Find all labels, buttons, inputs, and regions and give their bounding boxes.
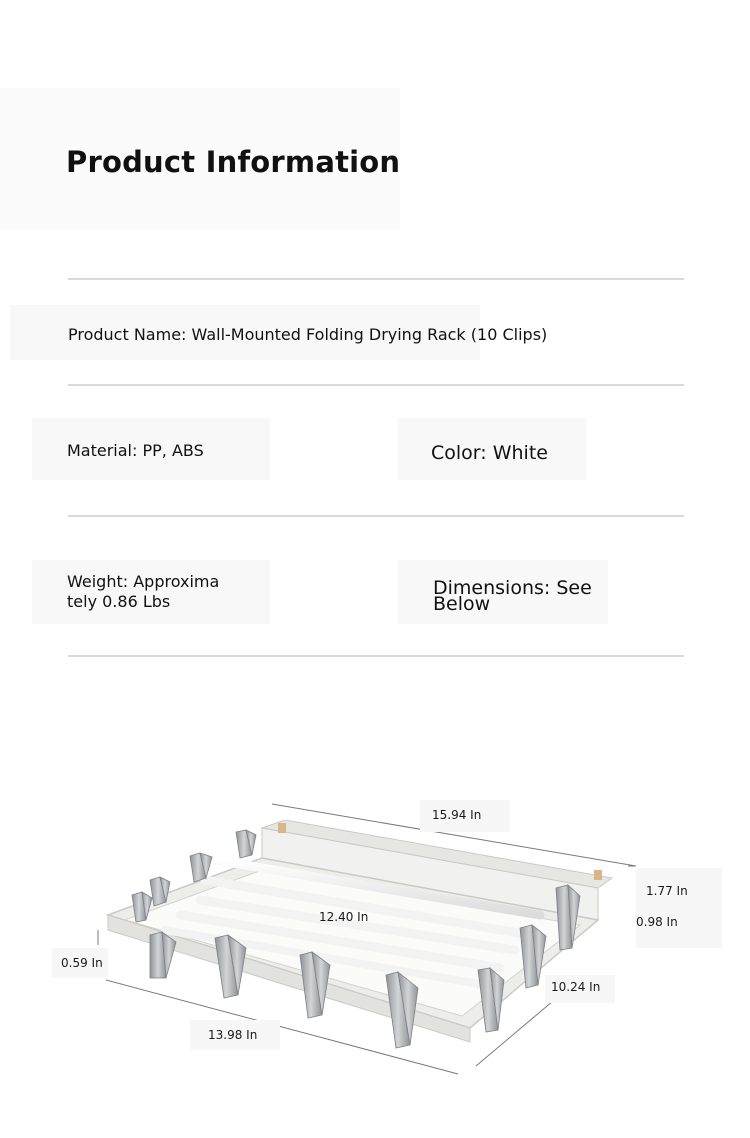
material: Material: PP, ABS	[67, 441, 204, 460]
dimension-rod-length: 12.40 In	[319, 910, 369, 924]
drying-rack-diagram	[0, 780, 750, 1110]
dimensions-line-1: Dimensions: See	[433, 577, 592, 599]
dimension-bracket-height: 1.77 In	[646, 884, 688, 898]
divider	[68, 278, 684, 280]
clip	[150, 932, 176, 978]
dimension-depth: 10.24 In	[551, 980, 601, 994]
clip	[556, 885, 580, 950]
clip	[215, 935, 246, 998]
dimension-front-length: 13.98 In	[208, 1028, 258, 1042]
clip	[300, 952, 330, 1018]
dimension-frame-height: 0.59 In	[61, 956, 103, 970]
weight-line-2: tely 0.86 Lbs	[67, 592, 171, 611]
divider	[68, 655, 684, 657]
dimensions-line-2: Below	[433, 593, 491, 615]
dimension-top-length: 15.94 In	[432, 808, 482, 822]
divider	[68, 515, 684, 517]
dimension-bracket-depth: 0.98 In	[636, 915, 678, 929]
weight-line-1: Weight: Approxima	[67, 572, 220, 591]
bracket-screw	[278, 823, 286, 833]
color: Color: White	[431, 442, 548, 464]
bracket-screw	[594, 870, 602, 880]
page-title: Product Information	[66, 145, 401, 179]
dimensions-note	[433, 577, 592, 615]
clip	[478, 968, 504, 1032]
dimension-label-background	[636, 868, 722, 948]
divider	[68, 384, 684, 386]
clip	[236, 830, 256, 858]
weight	[67, 572, 219, 612]
product-name: Product Name: Wall-Mounted Folding Drying Rack (10 Clips)	[68, 325, 548, 344]
